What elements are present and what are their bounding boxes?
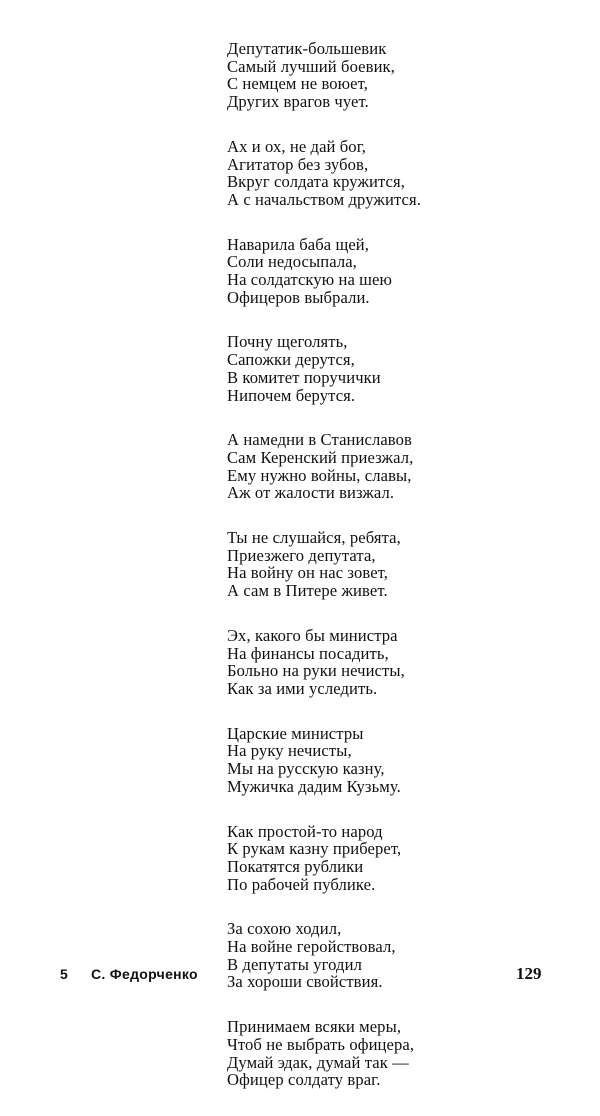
poem-line: Ты не слушайся, ребята, [227,528,401,548]
stanza-4 [227,333,567,404]
poem-line: Нипочем берутся. [227,385,356,405]
poem-line: На войну он нас зовет, [227,563,389,583]
poem-line: На солдатскую на шею [227,270,393,290]
poem-line: В комитет поручички [227,367,381,387]
poem-line: На руку нечисты, [227,741,352,761]
poem-line: Почну щеголять, [227,332,348,352]
poem-line: А с начальством дружится. [227,189,421,209]
poem-line: Больно на руки нечисты, [227,661,405,681]
poem-line: К рукам казну приберет, [227,839,402,859]
poem-line: На финансы посадить, [227,643,389,663]
poem-line: Эх, какого бы министра [227,625,398,645]
poem-line: А сам в Питере живет. [227,581,388,601]
poem-line: Других врагов чует. [227,92,369,112]
poem-line: Агитатор без зубов, [227,154,369,174]
poem [227,40,567,1116]
poem-line: Ах и ох, не дай бог, [227,136,366,156]
poem-line: Сапожки дерутся, [227,350,355,370]
stanza-7 [227,627,567,698]
page-footer [0,966,600,988]
poem-line: Как простой-то народ [227,821,383,841]
stanza-8 [227,725,567,796]
poem-line: Самый лучший боевик, [227,56,395,76]
stanza-2 [227,138,567,209]
poem-line: Депутатик-большевик [227,39,387,58]
poem-line: Как за ими уследить. [227,678,378,698]
poem-line: За сохою ходил, [227,919,342,939]
poem-line: На войне геройствовал, [227,937,396,957]
poem-line: А намедни в Станиславов [227,430,412,450]
poem-line: Чтоб не выбрать офицера, [227,1034,415,1054]
stanza-6 [227,529,567,600]
poem-line: Думай эдак, думай так — [227,1052,409,1072]
poem-line: Сам Керенский приезжал, [227,447,414,467]
poem-line: Царские министры [227,723,364,743]
poem-line: Вкруг солдата кружится, [227,172,405,192]
poem-line: Аж от жалости визжал. [227,483,395,503]
signature-mark: 5 [60,966,68,982]
running-footer-author: С. Федорченко [91,966,198,982]
poem-line: Наварила баба щей, [227,234,370,254]
stanza-5 [227,431,567,502]
poem-line: Приезжего депутата, [227,545,376,565]
poem-line: Мы на русскую казну, [227,759,385,779]
stanza-1 [227,40,567,111]
poem-line: Соли недосыпала, [227,252,357,272]
poem-line: Офицеров выбрали. [227,287,370,307]
poem-line: За хороши свойствия. [227,972,383,992]
page-number: 129 [516,964,542,983]
poem-line: Принимаем всяки меры, [227,1017,402,1037]
poem-line: Ему нужно войны, славы, [227,465,412,485]
poem-line: С немцем не воюет, [227,74,368,94]
poem-line: Офицер солдату враг. [227,1070,381,1090]
poem-line: В депутаты угодил [227,954,362,974]
stanza-3 [227,236,567,307]
stanza-9 [227,823,567,894]
poem-line: Покатятся рублики [227,856,364,876]
poem-line: По рабочей публике. [227,874,376,894]
poem-line: Мужичка дадим Кузьму. [227,776,401,796]
